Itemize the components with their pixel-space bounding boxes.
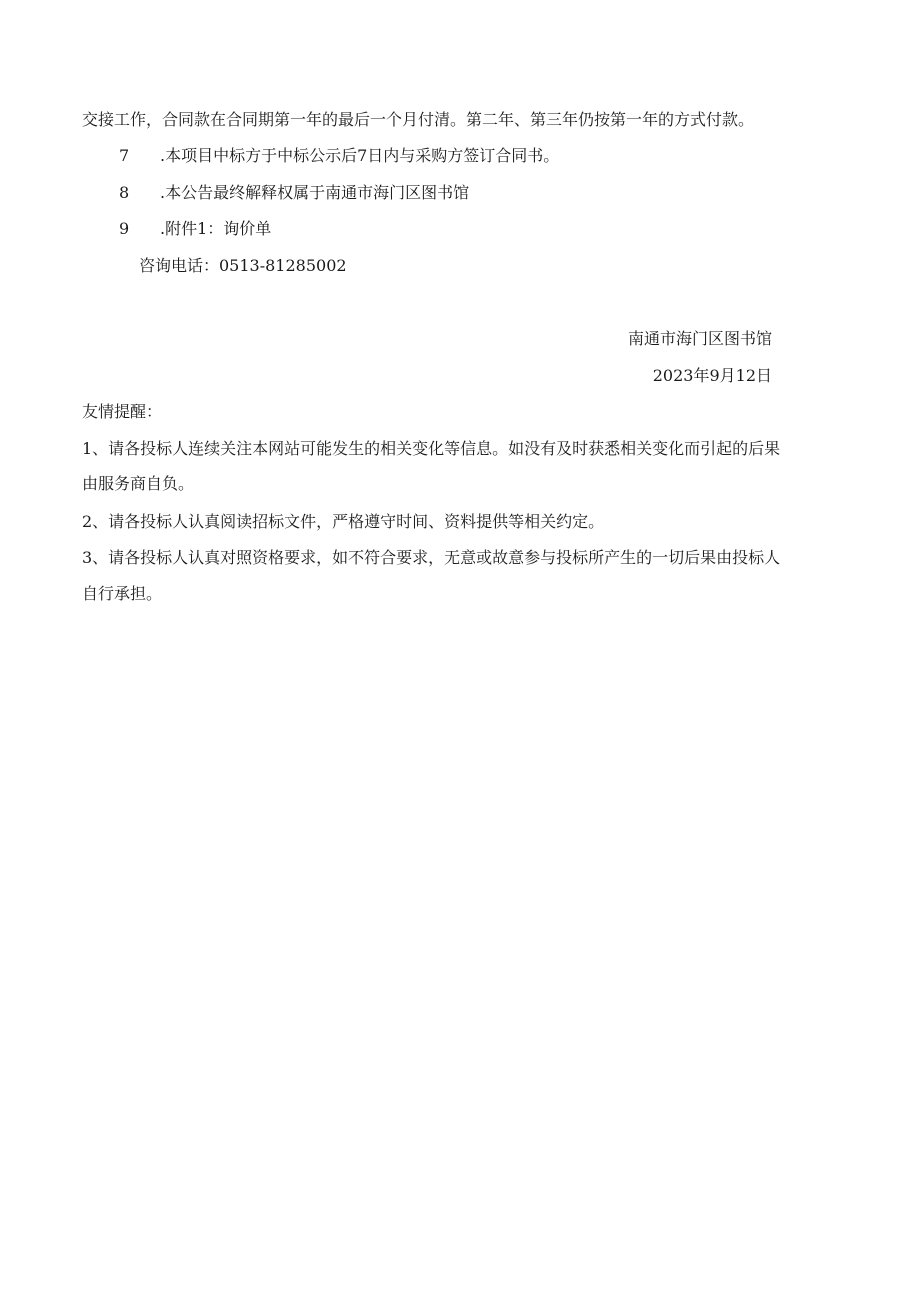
item-text: .附件1：询价单 <box>160 219 272 238</box>
reminder-item-2: 2、请各投标人认真阅读招标文件，严格遵守时间、资料提供等相关约定。 <box>82 512 605 531</box>
contact-phone: 咨询电话：0513-81285002 <box>139 256 347 275</box>
item-text: .本公告最终解释权属于南通市海门区图书馆 <box>160 183 470 202</box>
signature-date: 2023年9月12日 <box>652 366 772 385</box>
item-number: 9 <box>119 219 130 238</box>
signature-org: 南通市海门区图书馆 <box>627 329 772 348</box>
reminder-item-3-line-2: 自行承担。 <box>82 584 163 603</box>
reminder-item-1-line-2: 由服务商自负。 <box>82 474 195 493</box>
reminder-heading: 友情提醒： <box>82 402 163 421</box>
continuation-paragraph: 交接工作，合同款在合同期第一年的最后一个月付清。第二年、第三年仍按第一年的方式付款。 <box>82 110 755 129</box>
item-number: 7 <box>119 146 130 165</box>
reminder-item-3-line-1: 3、请各投标人认真对照资格要求，如不符合要求，无意或故意参与投标所产生的一切后果由投标人 <box>82 548 781 567</box>
item-number: 8 <box>119 183 130 202</box>
reminder-item-1-line-1: 1、请各投标人连续关注本网站可能发生的相关变化等信息。如没有及时获悉相关变化而引起的后果 <box>82 439 781 458</box>
item-text: .本项目中标方于中标公示后7日内与采购方签订合同书。 <box>160 146 560 165</box>
